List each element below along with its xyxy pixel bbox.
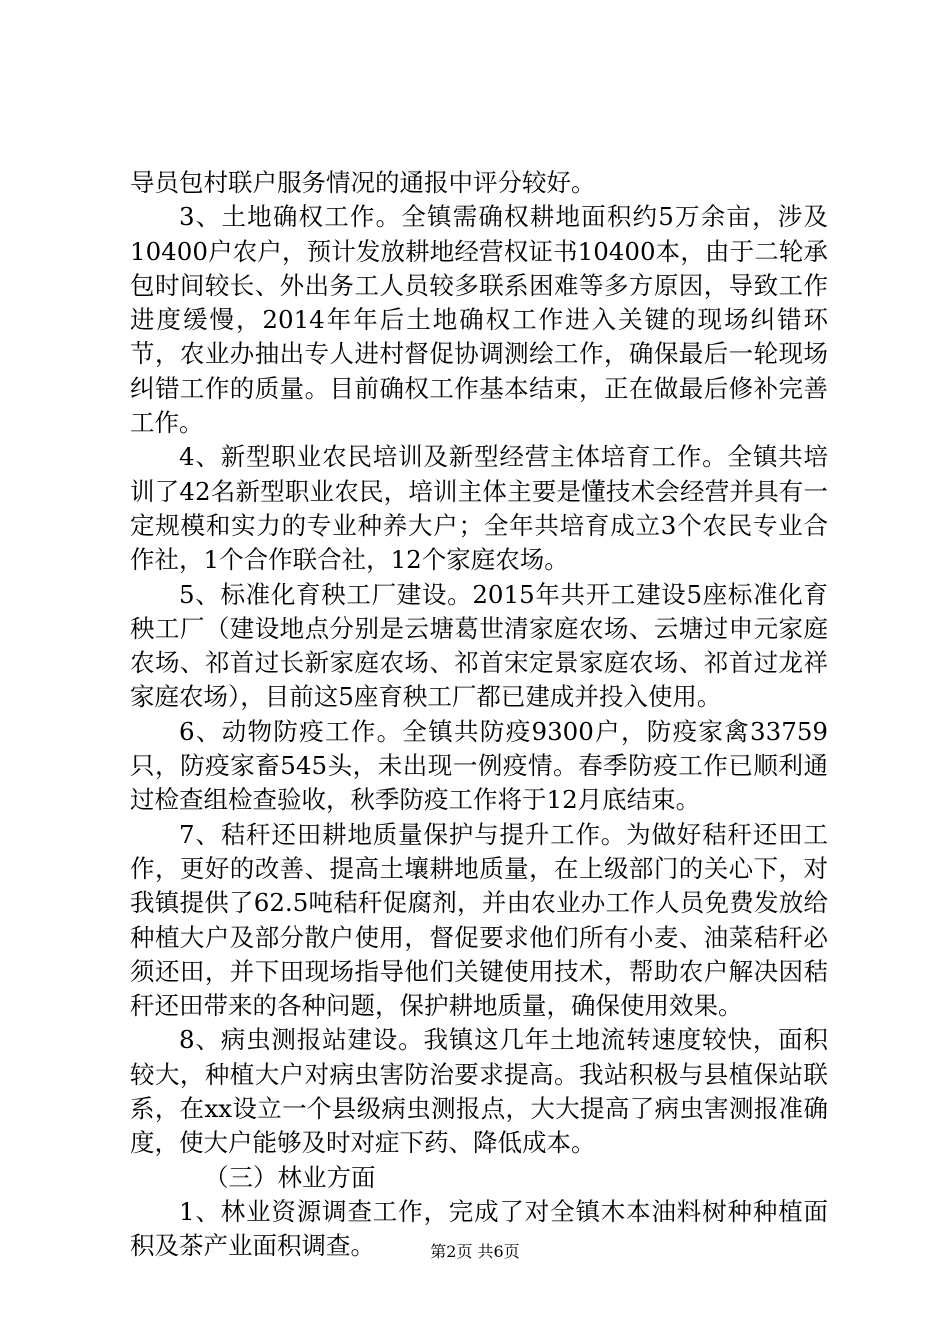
- paragraph-continuation: 导员包村联户服务情况的通报中评分较好。: [130, 168, 596, 197]
- paragraph-seedling-factory: 5、标准化育秧工厂建设。2015年共开工建设5座标准化育秧工厂（建设地点分别是云塘葛世清家庭农场、云塘过申元家庭农场、祁首过长新家庭农场、祁首宋定景家庭农场、祁首过龙祥家庭农场），目前这5座育秧工厂都已建成并投入使用。: [130, 579, 828, 712]
- paragraph-animal-epidemic: 6、动物防疫工作。全镇共防疫9300户，防疫家禽33759只，防疫家畜545头，未出现一例疫情。春季防疫工作已顺利通过检查组检查验收，秋季防疫工作将于12月底结束。: [130, 716, 828, 815]
- paragraph-straw-return: 7、秸秆还田耕地质量保护与提升工作。为做好秸秆还田工作，更好的改善、提高土壤耕地质量，在上级部门的关心下，对我镇提供了62.5吨秸秆促腐剂，并由农业办工作人员免费发放给种植大户及部分散户使用，督促要求他们所有小麦、油菜秸秆必须还田，并下田现场指导他们关键使用技术，帮助农户解决因秸秆还田带来的各种问题，保护耕地质量，确保使用效果。: [130, 819, 828, 1021]
- paragraph-farmer-training: 4、新型职业农民培训及新型经营主体培育工作。全镇共培训了42名新型职业农民，培训主体主要是懂技术会经营并具有一定规模和实力的专业种养大户；全年共培育成立3个农民专业合作社，1个合作联合社，12个家庭农场。: [130, 442, 828, 575]
- document-body: [130, 166, 828, 1264]
- page-number-footer: 第2页 共6页: [430, 1242, 520, 1261]
- paragraph-forest-survey: 1、林业资源调查工作，完成了对全镇木本油料树种种植面积及茶产业面积调查。: [130, 1196, 828, 1261]
- section-heading-forestry: （三）林业方面: [204, 1162, 376, 1192]
- paragraph-land-rights: 3、土地确权工作。全镇需确权耕地面积约5万余亩，涉及10400户农户，预计发放耕地经营权证书10400本，由于二轮承包时间较长、外出务工人员较多联系困难等多方原因，导致工作进度缓慢，2014年年后土地确权工作进入关键的现场纠错环节，农业办抽出专人进村督促协调测绘工作，确保最后一轮现场纠错工作的质量。目前确权工作基本结束，正在做最后修补完善工作。: [130, 202, 828, 438]
- paragraph-pest-station: 8、病虫测报站建设。我镇这几年土地流转速度较快，面积较大，种植大户对病虫害防治要求提高。我站积极与县植保站联系，在xx设立一个县级病虫测报点，大大提高了病虫害测报准确度，使大户能够及时对症下药、降低成本。: [130, 1025, 828, 1158]
